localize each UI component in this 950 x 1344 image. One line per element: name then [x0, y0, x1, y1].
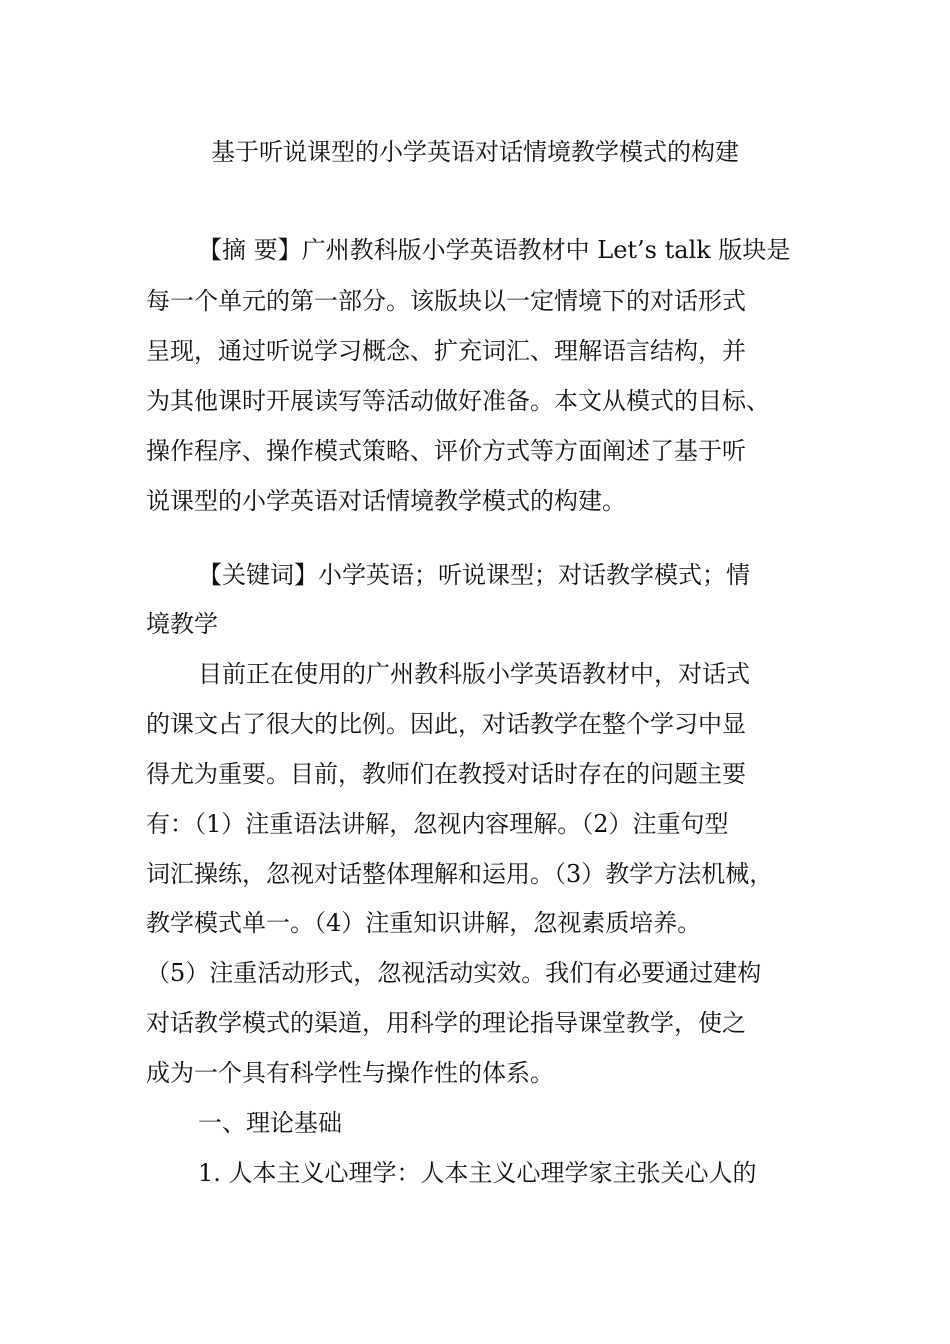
document-title: 基于听说课型的小学英语对话情境教学模式的构建 [211, 138, 739, 166]
keywords-line: 境教学 [146, 610, 218, 638]
abstract-line: 每一个单元的第一部分。该版块以一定情境下的对话形式 [146, 287, 746, 315]
abstract-line: 为其他课时开展读写等活动做好准备。本文从模式的目标、 [146, 387, 770, 415]
body-line: 教学模式单一。（4）注重知识讲解，忽视素质培养。 [146, 909, 702, 937]
body-line: 有：（1）注重语法讲解，忽视内容理解。（2）注重句型 [146, 810, 729, 838]
abstract-line: 【摘 要】广州教科版小学英语教材中 Let’s talk 版块是 [198, 236, 791, 264]
body-line: 词汇操练，忽视对话整体理解和运用。（3）教学方法机械， [146, 860, 774, 888]
body-line: 目前正在使用的广州教科版小学英语教材中，对话式 [198, 660, 750, 688]
section-heading: 一、理论基础 [198, 1109, 342, 1137]
abstract-line: 操作程序、操作模式策略、评价方式等方面阐述了基于听 [146, 437, 746, 465]
body-line: （5）注重活动形式，忽视活动实效。我们有必要通过建构 [146, 959, 762, 987]
abstract-line: 呈现，通过听说学习概念、扩充词汇、理解语言结构，并 [146, 337, 746, 365]
body-line: 1. 人本主义心理学：人本主义心理学家主张关心人的 [198, 1159, 757, 1187]
body-line: 成为一个具有科学性与操作性的体系。 [146, 1059, 554, 1087]
body-line: 对话教学模式的渠道，用科学的理论指导课堂教学，使之 [146, 1009, 746, 1037]
body-line: 的课文占了很大的比例。因此，对话教学在整个学习中显 [146, 710, 746, 738]
body-line: 得尤为重要。目前，教师们在教授对话时存在的问题主要 [146, 760, 746, 788]
abstract-line: 说课型的小学英语对话情境教学模式的构建。 [146, 487, 626, 515]
keywords-line: 【关键词】小学英语；听说课型；对话教学模式；情 [198, 561, 750, 589]
